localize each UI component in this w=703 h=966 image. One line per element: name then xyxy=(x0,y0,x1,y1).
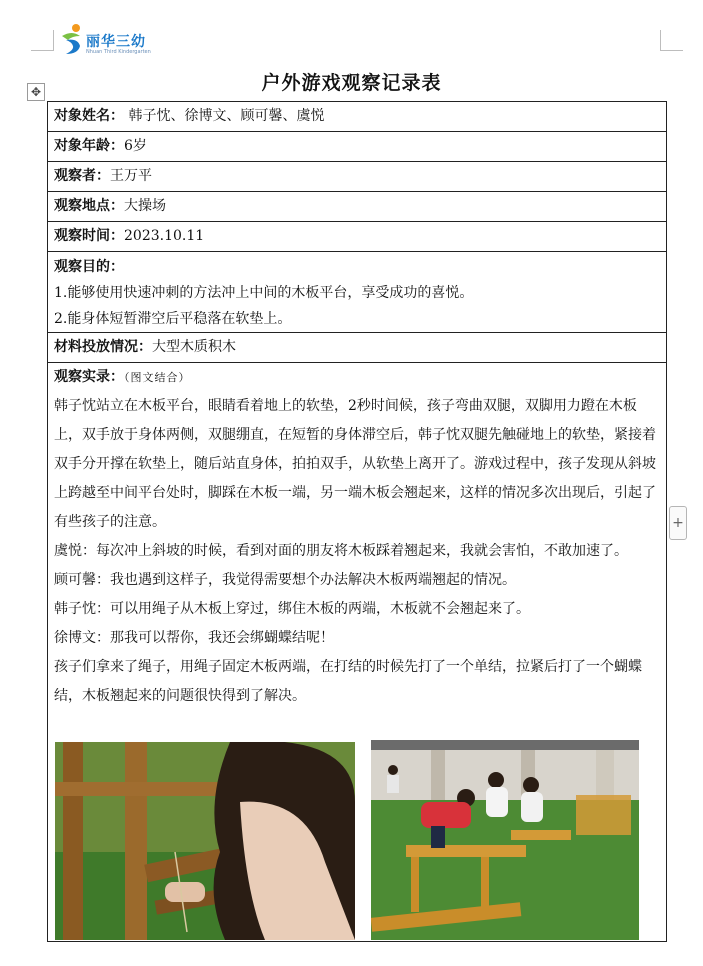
record-paragraph[interactable]: 顾可馨：我也遇到这样子，我觉得需要想个办法解决木板两端翘起的情况。 xyxy=(54,572,516,588)
record-paragraph[interactable]: 徐博文：那我可以帮你，我还会绑蝴蝶结呢！ xyxy=(54,630,334,646)
crop-mark-top-left xyxy=(31,30,54,51)
observer-label: 观察者： xyxy=(54,168,110,184)
add-column-button[interactable]: + xyxy=(669,506,687,540)
age-value[interactable]: 6岁 xyxy=(124,138,147,154)
record-paragraph[interactable]: 韩子忱：可以用绳子从木板上穿过，绑住木板的两端，木板就不会翘起来了。 xyxy=(54,601,530,617)
row-subject xyxy=(48,102,666,132)
materials-label: 材料投放情况： xyxy=(54,339,152,355)
time-label: 观察时间： xyxy=(54,228,124,244)
record-note: （图文结合） xyxy=(124,371,191,384)
location-value[interactable]: 大操场 xyxy=(124,198,166,214)
row-age xyxy=(48,132,666,162)
materials-value[interactable]: 大型木质积木 xyxy=(152,339,236,355)
brand-name: 丽华三幼 xyxy=(86,34,146,50)
kindergarten-logo xyxy=(58,22,168,62)
page-title: 户外游戏观察记录表 xyxy=(261,72,442,94)
purpose-item[interactable]: 2.能身体短暂滞空后平稳落在软垫上。 xyxy=(54,311,292,327)
time-value[interactable]: 2023.10.11 xyxy=(124,228,205,244)
brand-subtitle: Nhuan Third Kindergarten xyxy=(86,49,151,55)
record-paragraph[interactable]: 孩子们拿来了绳子，用绳子固定木板两端，在打结的时候先打了一个单结，拉紧后打了一个蝴蝶结，木板翘起来的问题很快得到了解决。 xyxy=(54,659,642,704)
purpose-item[interactable]: 1.能够使用快速冲刺的方法冲上中间的木板平台，享受成功的喜悦。 xyxy=(54,285,474,301)
photo-children-climbing-blocks xyxy=(371,740,639,940)
row-location xyxy=(48,192,666,222)
row-observer xyxy=(48,162,666,192)
observer-value[interactable]: 王万平 xyxy=(110,168,152,184)
table-move-handle-icon[interactable]: ✥ xyxy=(27,83,45,101)
location-label: 观察地点： xyxy=(54,198,124,214)
record-paragraph[interactable]: 韩子忱站立在木板平台，眼睛看着地上的软垫，2秒时间候，孩子弯曲双腿，双脚用力蹬在木板上，双手放于身体两侧，双腿绷直，在短暂的身体滞空后，韩子忱双腿先触碰地上的软垫，紧接着双手分开撑在软垫上，随后站直身体，拍拍双手，从软垫上离开了。游戏过程中，孩子发现从斜坡上跨越至中间平台处时，脚踩在木板一端，另一端木板会翘起来，这样的情况多次出现后，引起了有些孩子的注意。 xyxy=(54,398,656,530)
subject-value[interactable]: 韩子忱、徐博文、顾可馨、虞悦 xyxy=(124,108,325,124)
observation-form-table xyxy=(47,101,667,942)
logo-mark-icon xyxy=(58,22,88,58)
age-label: 对象年龄： xyxy=(54,138,124,154)
purpose-label: 观察目的： xyxy=(54,259,124,275)
photo-child-tying-rope xyxy=(55,742,355,940)
row-time xyxy=(48,222,666,252)
record-label: 观察实录： xyxy=(54,369,124,385)
subject-label: 对象姓名： xyxy=(54,108,124,124)
row-purpose xyxy=(48,252,666,333)
row-materials xyxy=(48,333,666,363)
crop-mark-top-right xyxy=(660,30,683,51)
record-paragraph[interactable]: 虞悦：每次冲上斜坡的时候，看到对面的朋友将木板踩着翘起来，我就会害怕，不敢加速了。 xyxy=(54,543,628,559)
